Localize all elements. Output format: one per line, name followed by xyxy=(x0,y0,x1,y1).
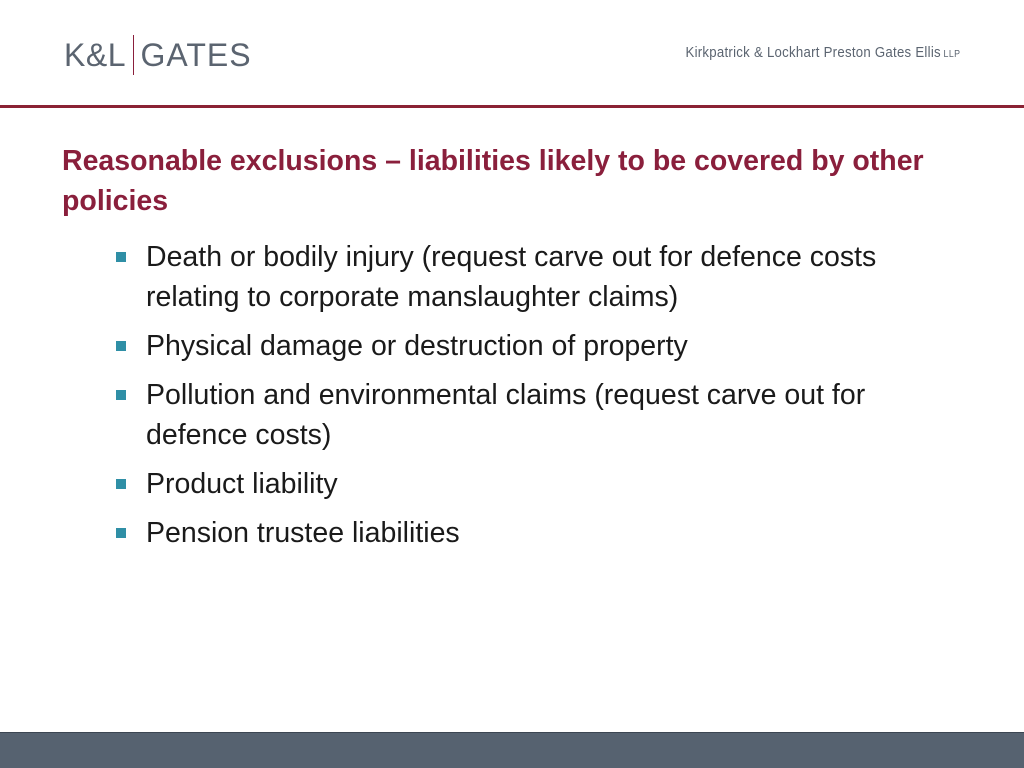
bullet-text: Physical damage or destruction of property xyxy=(146,330,688,362)
square-bullet-icon xyxy=(116,252,126,262)
bullet-item xyxy=(113,513,943,553)
square-bullet-icon xyxy=(116,479,126,489)
bullet-item xyxy=(113,237,943,317)
logo-text-left: K&L xyxy=(64,37,126,73)
slide-header xyxy=(0,0,1024,106)
bullet-text: Pollution and environmental claims (request carve out for defence costs) xyxy=(146,379,866,451)
bullet-text: Pension trustee liabilities xyxy=(146,517,460,549)
bullet-item xyxy=(113,375,943,455)
kl-gates-logo xyxy=(64,34,252,76)
header-divider xyxy=(0,105,1024,108)
footer-bar xyxy=(0,732,1024,768)
bullet-item xyxy=(113,464,943,504)
firm-full-name xyxy=(685,44,960,61)
bullet-text: Death or bodily injury (request carve out for defence costs relating to corporate manslaughter claims) xyxy=(146,241,877,313)
square-bullet-icon xyxy=(116,390,126,400)
slide-title: Reasonable exclusions – liabilities likely to be covered by other policies xyxy=(62,145,924,217)
bullet-list xyxy=(113,237,943,562)
firm-name-suffix: LLP xyxy=(943,49,960,60)
bullet-item xyxy=(113,326,943,366)
square-bullet-icon xyxy=(116,341,126,351)
bullet-text: Product liability xyxy=(146,468,338,500)
logo-text-right: GATES xyxy=(140,37,252,73)
square-bullet-icon xyxy=(116,528,126,538)
firm-name-text: Kirkpatrick & Lockhart Preston Gates Ellis xyxy=(685,44,941,61)
logo-divider xyxy=(133,35,135,75)
